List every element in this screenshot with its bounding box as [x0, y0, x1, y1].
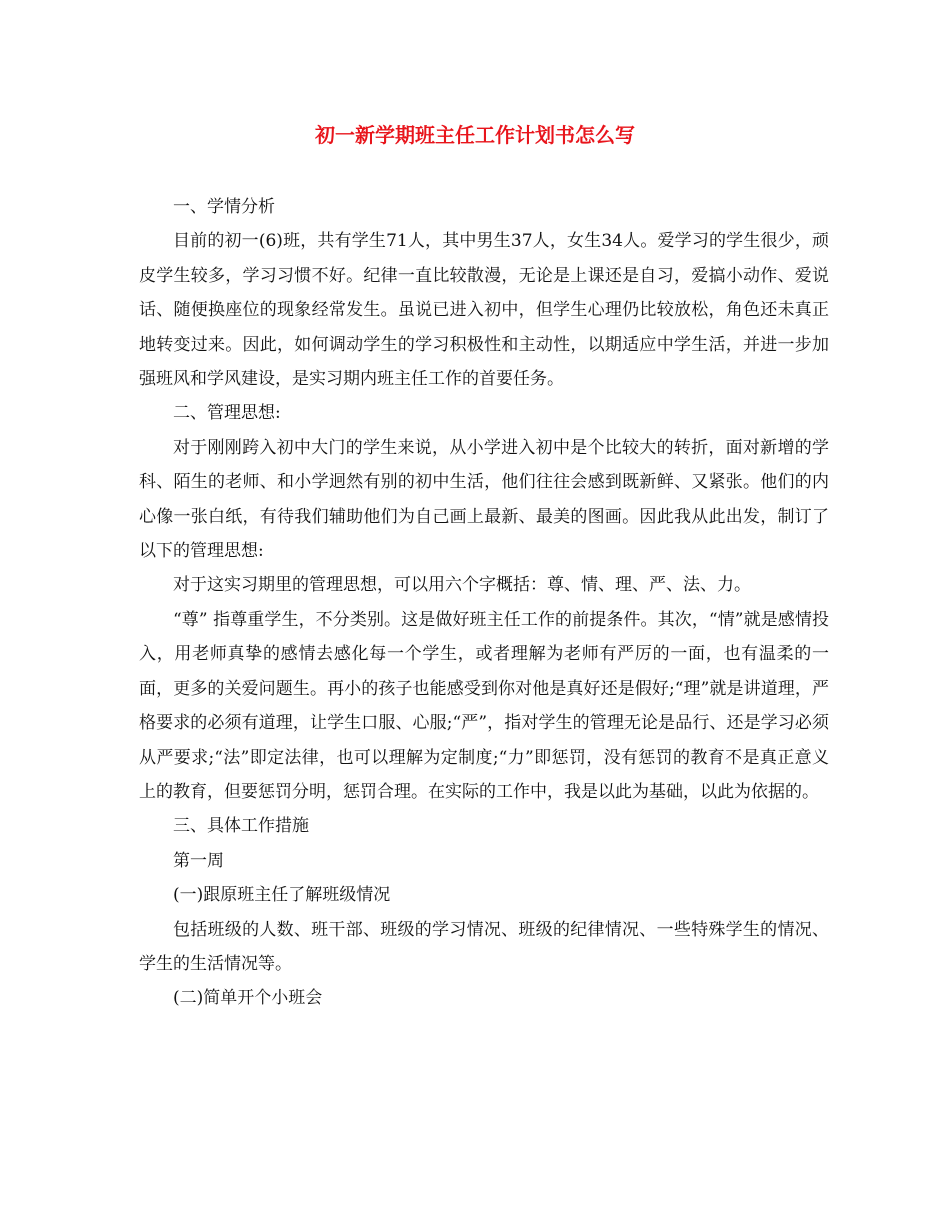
paragraph-class-situation: 目前的初一(6)班，共有学生71人，其中男生37人，女生34人。爱学习的学生很少，顽皮学生较多，学习习惯不好。纪律一直比较散漫，无论是上课还是自习，爱搞小动作、爱说话、随便换座位的现象经常发生。虽说已进入初中，但学生心理仍比较放松，角色还未真正地转变过来。因此，如何调动学生的学习积极性和主动性，以期适应中学生活，并进一步加强班风和学风建设，是实习期内班主任工作的首要任务。 [139, 231, 829, 390]
paragraph-class-info: 包括班级的人数、班干部、班级的学习情况、班级的纪律情况、一些特殊学生的情况、学生的生活情况等。 [139, 919, 829, 974]
paragraph-six-words: 对于这实习期里的管理思想，可以用六个字概括：尊、情、理、严、法、力。 [173, 575, 751, 596]
paragraph-six-words-detail: “尊” 指尊重学生，不分类别。这是做好班主任工作的前提条件。其次，“情”就是感情投入，用老师真挚的感情去感化每一个学生，或者理解为老师有严厉的一面，也有温柔的一面，更多的关爱问题生。再小的孩子也能感受到你对他是真好还是假好;“理”就是讲道理，严格要求的必须有道理，让学生口服、心服;“严”，指对学生的管理无论是品行、还是学习必须从严要求;“法”即定法律，也可以理解为定制度;“力”即惩罚，没有惩罚的教育不是真正意义上的教育，但要惩罚分明，惩罚合理。在实际的工作中，我是以此为基础，以此为依据的。 [139, 609, 829, 802]
document-title: 初一新学期班主任工作计划书怎么写 [315, 123, 635, 147]
item-heading-understand-class: (一)跟原班主任了解班级情况 [173, 885, 391, 906]
section-heading-management-thinking: 二、管理思想: [173, 403, 281, 424]
subheading-week-one: 第一周 [173, 850, 224, 871]
section-heading-work-measures: 三、具体工作措施 [173, 816, 309, 837]
item-heading-class-meeting: (二)简单开个小班会 [173, 988, 323, 1009]
document-body [139, 190, 829, 1016]
paragraph-new-students: 对于刚刚跨入初中大门的学生来说，从小学进入初中是个比较大的转折，面对新增的学科、陌生的老师、和小学迥然有别的初中生活，他们往往会感到既新鲜、又紧张。他们的内心像一张白纸，有待我们辅助他们为自己画上最新、最美的图画。因此我从此出发，制订了以下的管理思想: [139, 437, 829, 562]
section-heading-learning-analysis: 一、学情分析 [173, 197, 275, 217]
